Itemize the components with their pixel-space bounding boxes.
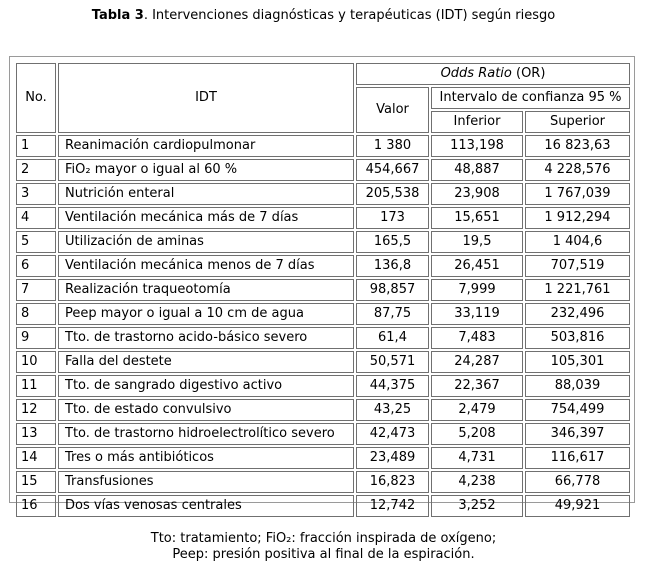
cell-valor: 12,742 bbox=[356, 495, 429, 517]
header-idt: IDT bbox=[58, 63, 354, 133]
cell-inferior: 7,483 bbox=[431, 327, 523, 349]
table-row bbox=[16, 231, 630, 253]
cell-idt: Utilización de aminas bbox=[58, 231, 354, 253]
cell-superior: 232,496 bbox=[525, 303, 630, 325]
cell-idt: Tto. de trastorno acido-básico severo bbox=[58, 327, 354, 349]
cell-inferior: 7,999 bbox=[431, 279, 523, 301]
cell-no: 8 bbox=[16, 303, 56, 325]
cell-superior: 1 404,6 bbox=[525, 231, 630, 253]
table-row bbox=[16, 183, 630, 205]
cell-idt: FiO₂ mayor o igual al 60 % bbox=[58, 159, 354, 181]
cell-inferior: 19,5 bbox=[431, 231, 523, 253]
footnote-line-2: Peep: presión positiva al final de la espiración. bbox=[172, 547, 475, 562]
cell-inferior: 15,651 bbox=[431, 207, 523, 229]
cell-no: 4 bbox=[16, 207, 56, 229]
cell-idt: Transfusiones bbox=[58, 471, 354, 493]
data-table bbox=[14, 61, 632, 519]
cell-no: 3 bbox=[16, 183, 56, 205]
table-frame bbox=[9, 56, 635, 513]
cell-no: 2 bbox=[16, 159, 56, 181]
cell-idt: Nutrición enteral bbox=[58, 183, 354, 205]
header-odds-ratio bbox=[356, 63, 630, 85]
cell-superior: 116,617 bbox=[525, 447, 630, 469]
cell-no: 7 bbox=[16, 279, 56, 301]
cell-no: 5 bbox=[16, 231, 56, 253]
caption-text: . Intervenciones diagnósticas y terapéuticas (IDT) según riesgo bbox=[143, 8, 556, 23]
table-row bbox=[16, 471, 630, 493]
cell-idt: Tres o más antibióticos bbox=[58, 447, 354, 469]
cell-valor: 44,375 bbox=[356, 375, 429, 397]
table-caption bbox=[0, 8, 647, 24]
cell-idt: Tto. de estado convulsivo bbox=[58, 399, 354, 421]
cell-superior: 1 912,294 bbox=[525, 207, 630, 229]
cell-no: 1 bbox=[16, 135, 56, 157]
header-odds-ratio-suffix: (OR) bbox=[511, 66, 546, 81]
table-row bbox=[16, 351, 630, 373]
cell-superior: 4 228,576 bbox=[525, 159, 630, 181]
cell-inferior: 24,287 bbox=[431, 351, 523, 373]
cell-valor: 23,489 bbox=[356, 447, 429, 469]
header-superior: Superior bbox=[525, 111, 630, 133]
cell-valor: 50,571 bbox=[356, 351, 429, 373]
cell-superior: 503,816 bbox=[525, 327, 630, 349]
cell-superior: 66,778 bbox=[525, 471, 630, 493]
cell-idt: Ventilación mecánica menos de 7 días bbox=[58, 255, 354, 277]
cell-superior: 49,921 bbox=[525, 495, 630, 517]
table-row bbox=[16, 495, 630, 517]
cell-inferior: 4,238 bbox=[431, 471, 523, 493]
cell-idt: Falla del destete bbox=[58, 351, 354, 373]
table-footnote bbox=[0, 531, 647, 563]
cell-idt: Realización traqueotomía bbox=[58, 279, 354, 301]
table-row bbox=[16, 255, 630, 277]
header-odds-ratio-italic: Odds Ratio bbox=[440, 66, 512, 81]
header-inferior: Inferior bbox=[431, 111, 523, 133]
cell-superior: 105,301 bbox=[525, 351, 630, 373]
cell-superior: 346,397 bbox=[525, 423, 630, 445]
cell-valor: 42,473 bbox=[356, 423, 429, 445]
cell-idt: Reanimación cardiopulmonar bbox=[58, 135, 354, 157]
cell-no: 13 bbox=[16, 423, 56, 445]
table-row bbox=[16, 375, 630, 397]
cell-no: 10 bbox=[16, 351, 56, 373]
table-row bbox=[16, 135, 630, 157]
cell-inferior: 2,479 bbox=[431, 399, 523, 421]
cell-idt: Tto. de trastorno hidroelectrolítico severo bbox=[58, 423, 354, 445]
caption-label: Tabla 3 bbox=[91, 8, 144, 23]
cell-inferior: 5,208 bbox=[431, 423, 523, 445]
cell-inferior: 26,451 bbox=[431, 255, 523, 277]
cell-superior: 707,519 bbox=[525, 255, 630, 277]
cell-idt: Dos vías venosas centrales bbox=[58, 495, 354, 517]
header-intervalo: Intervalo de confianza 95 % bbox=[431, 87, 630, 109]
table-body bbox=[16, 135, 630, 517]
cell-inferior: 3,252 bbox=[431, 495, 523, 517]
cell-valor: 61,4 bbox=[356, 327, 429, 349]
cell-superior: 16 823,63 bbox=[525, 135, 630, 157]
table-row bbox=[16, 207, 630, 229]
cell-inferior: 4,731 bbox=[431, 447, 523, 469]
table-row bbox=[16, 303, 630, 325]
header-valor: Valor bbox=[356, 87, 429, 133]
cell-valor: 205,538 bbox=[356, 183, 429, 205]
cell-no: 9 bbox=[16, 327, 56, 349]
cell-inferior: 23,908 bbox=[431, 183, 523, 205]
table-row bbox=[16, 399, 630, 421]
cell-idt: Tto. de sangrado digestivo activo bbox=[58, 375, 354, 397]
cell-inferior: 22,367 bbox=[431, 375, 523, 397]
cell-inferior: 113,198 bbox=[431, 135, 523, 157]
cell-valor: 1 380 bbox=[356, 135, 429, 157]
table-row bbox=[16, 423, 630, 445]
cell-idt: Ventilación mecánica más de 7 días bbox=[58, 207, 354, 229]
cell-inferior: 48,887 bbox=[431, 159, 523, 181]
cell-no: 11 bbox=[16, 375, 56, 397]
cell-superior: 88,039 bbox=[525, 375, 630, 397]
cell-superior: 754,499 bbox=[525, 399, 630, 421]
cell-valor: 98,857 bbox=[356, 279, 429, 301]
table-row bbox=[16, 159, 630, 181]
cell-superior: 1 221,761 bbox=[525, 279, 630, 301]
cell-no: 12 bbox=[16, 399, 56, 421]
cell-no: 15 bbox=[16, 471, 56, 493]
cell-valor: 43,25 bbox=[356, 399, 429, 421]
cell-valor: 87,75 bbox=[356, 303, 429, 325]
cell-valor: 454,667 bbox=[356, 159, 429, 181]
cell-inferior: 33,119 bbox=[431, 303, 523, 325]
table-row bbox=[16, 327, 630, 349]
cell-valor: 173 bbox=[356, 207, 429, 229]
cell-valor: 136,8 bbox=[356, 255, 429, 277]
cell-superior: 1 767,039 bbox=[525, 183, 630, 205]
cell-idt: Peep mayor o igual a 10 cm de agua bbox=[58, 303, 354, 325]
table-row bbox=[16, 279, 630, 301]
cell-valor: 16,823 bbox=[356, 471, 429, 493]
cell-valor: 165,5 bbox=[356, 231, 429, 253]
table-row bbox=[16, 447, 630, 469]
cell-no: 6 bbox=[16, 255, 56, 277]
footnote-line-1: Tto: tratamiento; FiO₂: fracción inspirada de oxígeno; bbox=[150, 531, 497, 546]
header-no: No. bbox=[16, 63, 56, 133]
cell-no: 14 bbox=[16, 447, 56, 469]
cell-no: 16 bbox=[16, 495, 56, 517]
